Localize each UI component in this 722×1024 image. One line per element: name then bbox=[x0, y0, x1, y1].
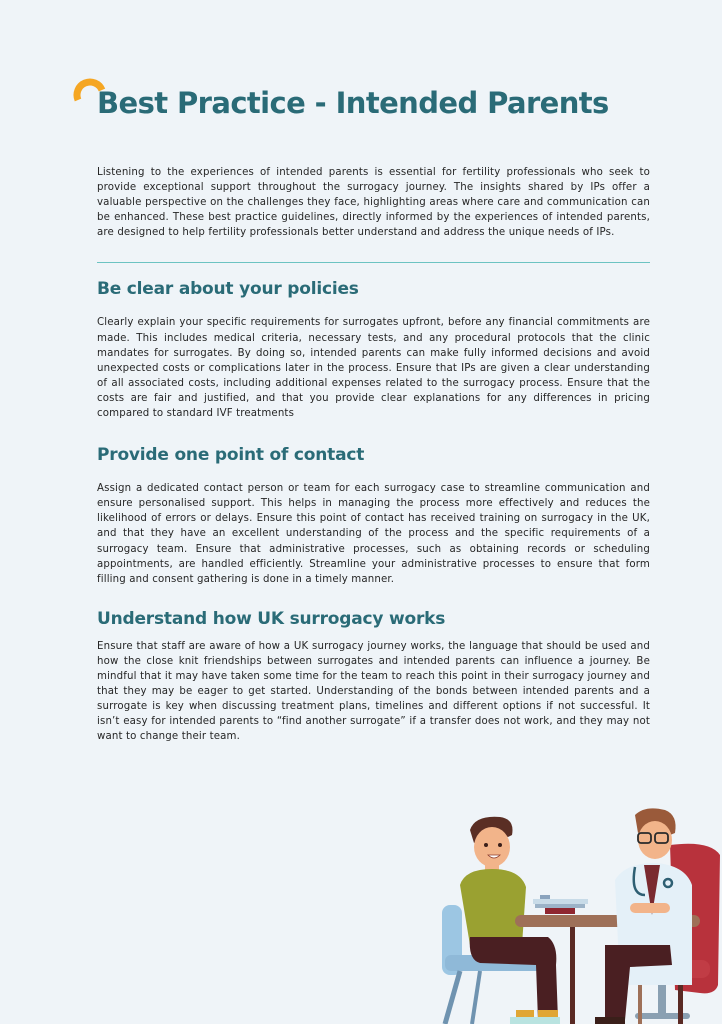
section-heading: Be clear about your policies bbox=[97, 279, 359, 300]
patient-doctor-illustration bbox=[430, 795, 722, 1024]
page-title: Best Practice - Intended Parents bbox=[97, 86, 609, 120]
section-heading: Provide one point of contact bbox=[97, 445, 365, 466]
section-divider bbox=[97, 262, 650, 263]
intro-paragraph: Listening to the experiences of intended parents is essential for fertility professionals who seek to provide exceptional support throughout the surrogacy journey. The insights shared by IPs offer a valuable perspective on the challenges they face, highlighting areas where care and communication can be enhanced. These best practice guidelines, directly informed by the experiences of intended parents, are designed to help fertility professionals better understand and address the unique needs of IPs. bbox=[97, 167, 650, 239]
section-heading: Understand how UK surrogacy works bbox=[97, 608, 446, 629]
section-point-of-contact bbox=[97, 445, 650, 587]
main-content bbox=[97, 165, 650, 744]
section-body: Assign a dedicated contact person or team for each surrogacy case to streamline communication and ensure personalised support. This helps in managing the process more effectively and reduces the likelihood of errors or delays. Ensure this point of contact has received training on surrogacy in the UK, and that they have an excellent understanding of the process and the specific requirements of a surrogacy team. Ensure that administrative processes, such as obtaining records or scheduling appointments, are handled efficiently. Streamline your administrative processes to ensure that form filling and consent gathering is done in a timely manner. bbox=[97, 483, 650, 585]
section-body: Clearly explain your specific requirements for surrogates upfront, before any financial commitments are made. This includes medical criteria, necessary tests, and any procedural protocols that the clinic mandates for surrogates. By doing so, intended parents can make fully informed decisions and avoid unexpected costs or complications later in the process. Ensure that IPs are given a clear understanding of all associated costs, including additional expenses related to the surrogacy process. Ensure that the costs are fair and justified, and that you provide clear explanations for any differences in pricing compared to standard IVF treatments bbox=[97, 317, 650, 420]
section-uk-surrogacy bbox=[97, 609, 650, 745]
section-body: Ensure that staff are aware of how a UK surrogacy journey works, the language that should be used and how the close knit friendships between surrogates and intended parents can influence a journey. Be mindful that it may have taken some time for the team to reach this point in their surrogacy journey and that they may be eager to get started. Understanding of the bonds between intended parents and a surrogate is key when discussing treatment plans, timelines and different options if not successful. It isn’t easy for intended parents to “find another surrogate” if a transfer does not work, and they may not want to change their team. bbox=[97, 640, 650, 743]
section-policies bbox=[97, 279, 650, 421]
